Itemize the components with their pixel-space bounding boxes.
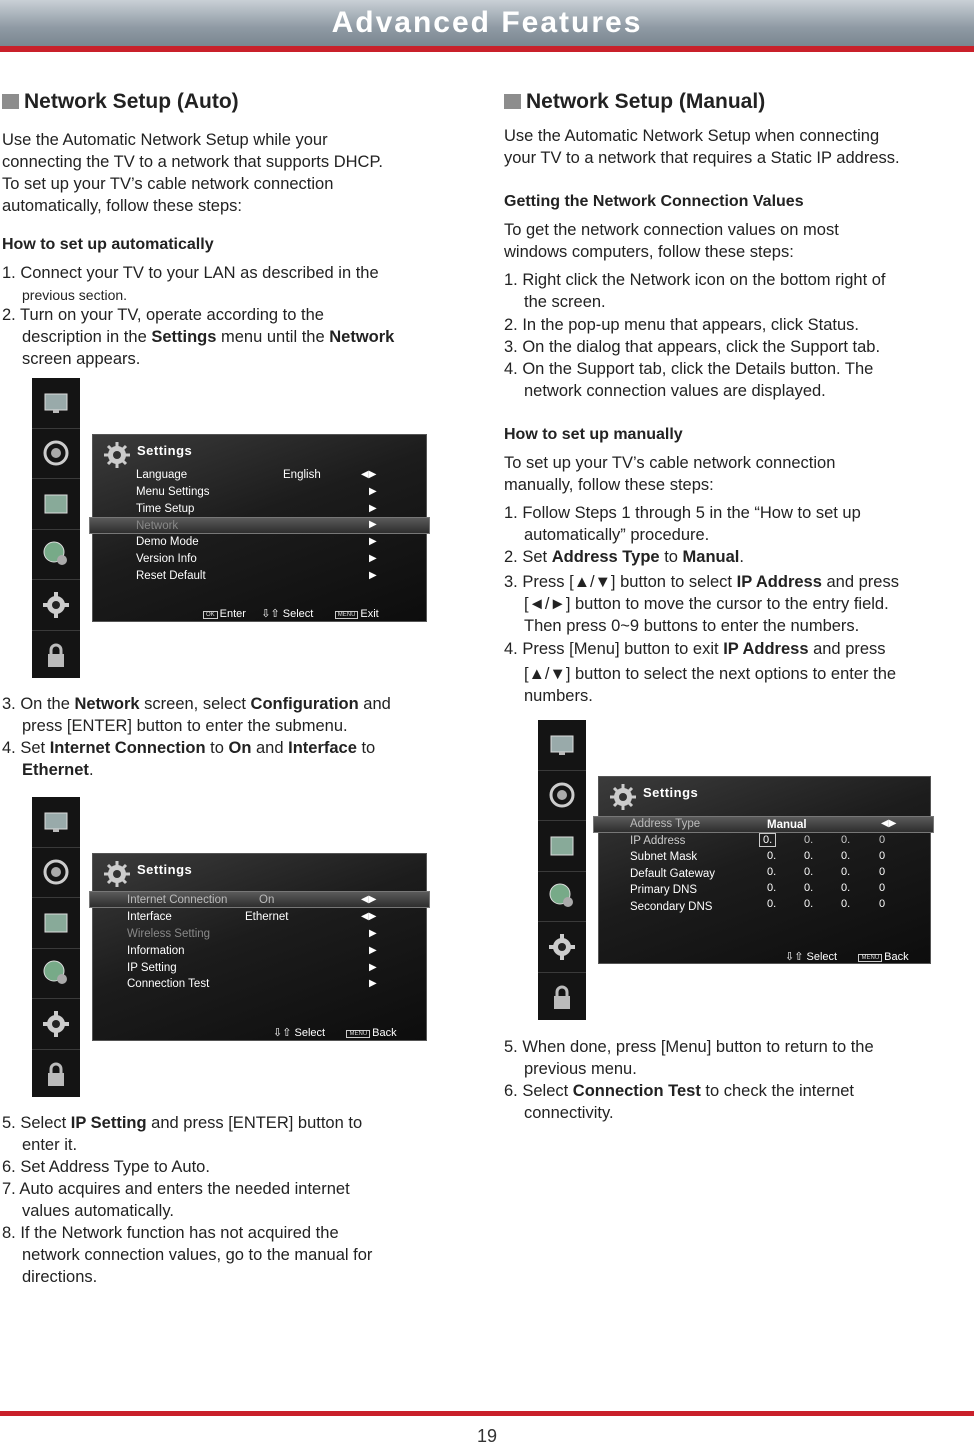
secondary-dns-octet-1[interactable]: 0. bbox=[767, 898, 777, 910]
auto-step-7: 7. Auto acquires and enters the needed internet values automatically. bbox=[2, 1180, 350, 1220]
auto-step-3: 3. On the Network screen, select Configuration and press [ENTER] button to enter the submenu. bbox=[2, 695, 391, 735]
ip-octet-1[interactable]: 0. bbox=[759, 834, 776, 846]
menu-item-version-info[interactable]: Version Info bbox=[136, 553, 197, 565]
section-heading-auto: Network Setup (Auto) bbox=[2, 90, 239, 114]
manual-intro: Use the Automatic Network Setup when connecting your TV to a network that requires a Static IP address. bbox=[504, 127, 900, 167]
menu-item-internet-connection-value: On bbox=[259, 894, 275, 906]
chevron-right-icon: ▶ bbox=[369, 486, 377, 497]
menu-item-menu-settings[interactable]: Menu Settings bbox=[136, 486, 210, 498]
gateway-octet-2[interactable]: 0. bbox=[804, 866, 814, 878]
menu-footer: ⇩⇧ Select MENU Back bbox=[785, 951, 909, 963]
left-right-arrow-icon: ◀▶ bbox=[881, 818, 897, 829]
chevron-right-icon: ▶ bbox=[369, 978, 377, 989]
menu-key-icon: MENU bbox=[335, 611, 359, 619]
manual-step-2: 2. Set Address Type to Manual. bbox=[504, 548, 744, 566]
ok-key-icon: OK bbox=[203, 611, 218, 619]
channel-icon bbox=[41, 908, 71, 938]
auto-step-4: 4. Set Internet Connection to On and Interface to Ethernet. bbox=[2, 739, 376, 779]
row-subnet-mask[interactable]: Subnet Mask bbox=[630, 851, 698, 863]
gateway-octet-1[interactable]: 0. bbox=[767, 866, 777, 878]
channel-icon bbox=[41, 489, 71, 519]
settings-title: Settings bbox=[643, 785, 699, 800]
updown-arrow-icon: ⇩⇧ bbox=[785, 951, 804, 963]
settings-gear-icon bbox=[41, 1009, 71, 1039]
manual-step-6: 6. Select Connection Test to check the internet connectivity. bbox=[504, 1082, 855, 1122]
chevron-right-icon: ▶ bbox=[369, 945, 377, 956]
menu-item-language-value: English bbox=[283, 469, 321, 481]
manual-step-4: 4. Press [Menu] button to exit IP Address and press [▲/▼] button to select the next options to enter the numbers. bbox=[504, 640, 897, 705]
row-address-type[interactable]: Address Type bbox=[630, 818, 701, 830]
ip-octet-4[interactable]: 0 bbox=[879, 834, 886, 846]
gateway-octet-4[interactable]: 0 bbox=[879, 866, 886, 878]
subnet-octet-3[interactable]: 0. bbox=[841, 850, 851, 862]
menu-icon-bar bbox=[538, 720, 586, 1020]
chevron-right-icon: ▶ bbox=[369, 536, 377, 547]
menu-item-reset-default[interactable]: Reset Default bbox=[136, 570, 206, 582]
sound-icon bbox=[41, 857, 71, 887]
network-panel bbox=[92, 853, 427, 1041]
ip-setting-panel bbox=[598, 776, 931, 964]
network-menu-screenshot bbox=[32, 797, 428, 1097]
subnet-octet-4[interactable]: 0 bbox=[879, 850, 886, 862]
subnet-octet-2[interactable]: 0. bbox=[804, 850, 814, 862]
auto-intro: Use the Automatic Network Setup while your connecting the TV to a network that supports DHCP. To set up your TV’s cable network connection automatically, follow these steps: bbox=[2, 131, 383, 215]
primary-dns-octet-3[interactable]: 0. bbox=[841, 882, 851, 894]
secondary-dns-octet-3[interactable]: 0. bbox=[841, 898, 851, 910]
section-heading-manual: Network Setup (Manual) bbox=[504, 90, 765, 114]
values-step-2: 2. In the pop-up menu that appears, click Status. bbox=[504, 316, 859, 334]
menu-footer: OK Enter ⇩⇧ Select MENU Exit bbox=[203, 607, 379, 620]
menu-item-information[interactable]: Information bbox=[127, 945, 185, 957]
menu-item-wireless-setting[interactable]: Wireless Setting bbox=[127, 928, 211, 940]
settings-title: Settings bbox=[137, 443, 193, 458]
settings-gear-icon bbox=[547, 932, 577, 962]
auto-step-6: 6. Set Address Type to Auto. bbox=[2, 1158, 210, 1176]
secondary-dns-octet-4[interactable]: 0 bbox=[879, 898, 886, 910]
ip-octet-2[interactable]: 0. bbox=[804, 834, 814, 846]
manual-step-1: 1. Follow Steps 1 through 5 in the “How to set up automatically” procedure. bbox=[504, 504, 861, 544]
page-number: 19 bbox=[476, 1426, 498, 1444]
manual-step-5: 5. When done, press [Menu] button to return to the previous menu. bbox=[504, 1038, 874, 1078]
row-ip-address[interactable]: IP Address bbox=[630, 835, 686, 847]
primary-dns-octet-4[interactable]: 0 bbox=[879, 882, 886, 894]
values-step-3: 3. On the dialog that appears, click the Support tab. bbox=[504, 338, 881, 356]
gateway-octet-3[interactable]: 0. bbox=[841, 866, 851, 878]
chevron-right-icon: ▶ bbox=[369, 503, 377, 514]
chevron-right-icon: ▶ bbox=[369, 928, 377, 939]
manual-step-3: 3. Press [▲/▼] button to select IP Address and press [◄/►] button to move the cursor to the entry field. Then press 0~9 buttons to enter the numbers. bbox=[504, 573, 899, 635]
menu-item-interface[interactable]: Interface bbox=[127, 911, 172, 923]
primary-dns-octet-1[interactable]: 0. bbox=[767, 882, 777, 894]
auto-step-8: 8. If the Network function has not acquired the network connection values, go to the manual for directions. bbox=[2, 1224, 373, 1286]
bullet-square-icon bbox=[504, 94, 521, 109]
row-primary-dns[interactable]: Primary DNS bbox=[630, 884, 698, 896]
settings-title: Settings bbox=[137, 862, 193, 877]
network-globe-icon bbox=[41, 958, 71, 988]
menu-item-demo-mode[interactable]: Demo Mode bbox=[136, 536, 199, 548]
menu-item-network[interactable]: Network bbox=[136, 520, 179, 532]
subnet-octet-1[interactable]: 0. bbox=[767, 850, 777, 862]
values-step-4: 4. On the Support tab, click the Details button. The network connection values are displayed. bbox=[504, 360, 874, 400]
subheading-auto: How to set up automatically bbox=[2, 236, 214, 253]
chevron-right-icon: ▶ bbox=[369, 962, 377, 973]
menu-key-icon: MENU bbox=[346, 1030, 370, 1038]
subheading-values: Getting the Network Connection Values bbox=[504, 193, 804, 210]
sound-icon bbox=[41, 438, 71, 468]
updown-arrow-icon: ⇩⇧ bbox=[273, 1027, 292, 1039]
picture-icon bbox=[41, 807, 71, 837]
menu-item-ip-setting[interactable]: IP Setting bbox=[127, 962, 177, 974]
auto-step-2: 2. Turn on your TV, operate according to the description in the Settings menu until the Network screen appears. bbox=[2, 306, 395, 368]
page-title: Advanced Features bbox=[331, 6, 643, 39]
manual-steps-intro: To set up your TV’s cable network connection manually, follow these steps: bbox=[504, 454, 836, 494]
menu-icon-bar bbox=[32, 378, 80, 678]
chevron-right-icon: ▶ bbox=[369, 519, 377, 530]
auto-step-1: 1. Connect your TV to your LAN as described in the previous section. bbox=[2, 264, 379, 303]
lock-icon bbox=[41, 641, 71, 671]
values-intro: To get the network connection values on most windows computers, follow these steps: bbox=[504, 221, 839, 261]
left-right-arrow-icon: ◀▶ bbox=[361, 911, 377, 922]
settings-title-gear-icon bbox=[101, 858, 133, 890]
network-globe-icon bbox=[547, 881, 577, 911]
network-globe-icon bbox=[41, 539, 71, 569]
channel-icon bbox=[547, 831, 577, 861]
settings-panel bbox=[92, 434, 427, 622]
settings-title-gear-icon bbox=[607, 781, 639, 813]
footer-red-stripe bbox=[0, 1411, 974, 1416]
menu-item-language[interactable]: Language bbox=[136, 469, 188, 481]
menu-item-time-setup[interactable]: Time Setup bbox=[136, 503, 195, 515]
left-right-arrow-icon: ◀▶ bbox=[361, 894, 377, 905]
settings-title-gear-icon bbox=[101, 439, 133, 471]
ip-octet-3[interactable]: 0. bbox=[841, 834, 851, 846]
primary-dns-octet-2[interactable]: 0. bbox=[804, 882, 814, 894]
menu-icon-bar bbox=[32, 797, 80, 1097]
updown-arrow-icon: ⇩⇧ bbox=[261, 608, 280, 620]
row-default-gateway[interactable]: Default Gateway bbox=[630, 868, 716, 880]
chevron-right-icon: ▶ bbox=[369, 570, 377, 581]
left-right-arrow-icon: ◀▶ bbox=[361, 469, 377, 480]
settings-gear-icon bbox=[41, 590, 71, 620]
menu-footer: ⇩⇧ Select MENU Back bbox=[273, 1027, 397, 1039]
auto-step-5: 5. Select IP Setting and press [ENTER] button to enter it. bbox=[2, 1114, 363, 1154]
sound-icon bbox=[547, 780, 577, 810]
values-step-1: 1. Right click the Network icon on the bottom right of the screen. bbox=[504, 271, 886, 311]
menu-key-icon: MENU bbox=[858, 954, 882, 962]
lock-icon bbox=[547, 983, 577, 1013]
menu-item-connection-test[interactable]: Connection Test bbox=[127, 978, 210, 990]
secondary-dns-octet-2[interactable]: 0. bbox=[804, 898, 814, 910]
subheading-manual: How to set up manually bbox=[504, 426, 683, 443]
row-secondary-dns[interactable]: Secondary DNS bbox=[630, 901, 713, 913]
bullet-square-icon bbox=[2, 94, 19, 109]
picture-icon bbox=[547, 730, 577, 760]
header-red-stripe bbox=[0, 46, 974, 52]
menu-item-internet-connection[interactable]: Internet Connection bbox=[127, 894, 228, 906]
lock-icon bbox=[41, 1060, 71, 1090]
menu-item-interface-value: Ethernet bbox=[245, 911, 289, 923]
picture-icon bbox=[41, 388, 71, 418]
address-type-value: Manual bbox=[767, 819, 807, 831]
ip-setting-menu-screenshot bbox=[538, 720, 934, 1020]
chevron-right-icon: ▶ bbox=[369, 553, 377, 564]
settings-menu-screenshot bbox=[32, 378, 428, 678]
